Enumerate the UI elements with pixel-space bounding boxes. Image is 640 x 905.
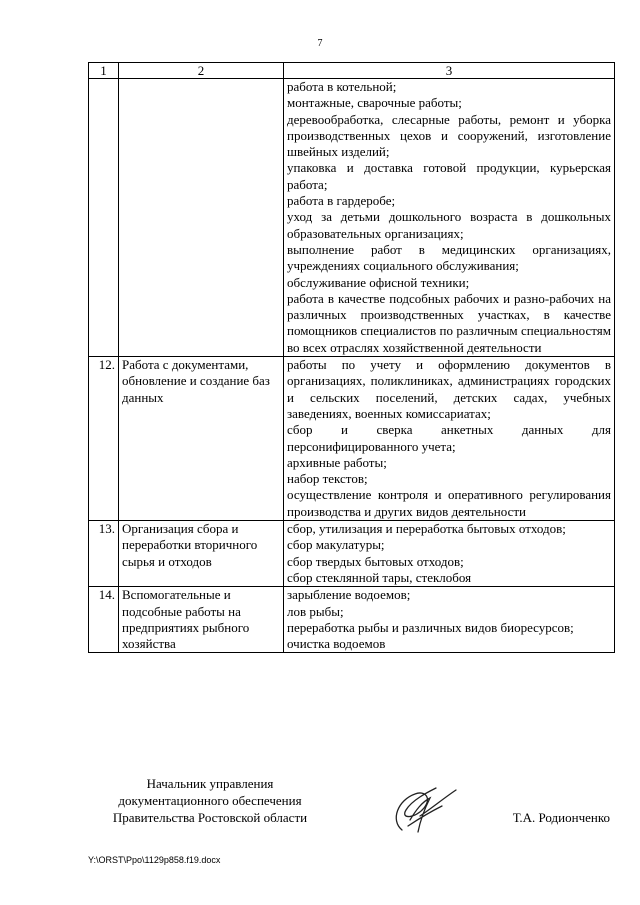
table-row bbox=[89, 79, 615, 357]
table-row bbox=[89, 587, 615, 653]
row-number bbox=[89, 79, 119, 357]
column-header: 2 bbox=[119, 63, 284, 79]
handwritten-signature bbox=[380, 780, 460, 840]
signatory-title-line: Начальник управления bbox=[146, 776, 274, 791]
row-number: 14. bbox=[89, 587, 119, 653]
file-path: Y:\ORST\Ppo\1129p858.f19.docx bbox=[88, 855, 221, 865]
work-item: монтажные, сварочные работы; bbox=[287, 95, 462, 111]
work-item: сбор, утилизация и переработка бытовых отходов; bbox=[287, 521, 566, 537]
work-item: зарыбление водоемов; bbox=[287, 587, 411, 603]
work-item: сбор стеклянной тары, стеклобоя bbox=[287, 569, 472, 585]
table-header-row bbox=[89, 63, 615, 79]
work-type: Организация сбора и переработки вторичного сырья и отходов bbox=[119, 521, 284, 587]
works-list bbox=[284, 521, 615, 587]
row-number: 13. bbox=[89, 521, 119, 587]
work-item: работы по учету и оформлению документов в организациях, поликлиниках, администрациях городских и сельских поселений, детских садах, учебных заведениях, военных комиссариатах; bbox=[287, 357, 611, 421]
signatory-title bbox=[90, 775, 330, 826]
page-number: 7 bbox=[317, 38, 323, 49]
work-item: осуществление контроля и оперативного регулирования производства и других видов деятельности bbox=[287, 487, 611, 519]
works-list bbox=[284, 587, 615, 653]
work-item: архивные работы; bbox=[287, 454, 387, 470]
work-item: очистка водоемов bbox=[287, 636, 386, 652]
row-number: 12. bbox=[89, 357, 119, 521]
work-item: работа в котельной; bbox=[287, 79, 397, 94]
column-header: 3 bbox=[284, 63, 615, 79]
work-item: сбор твердых бытовых отходов; bbox=[287, 553, 464, 569]
work-item: сбор макулатуры; bbox=[287, 537, 385, 553]
work-type bbox=[119, 79, 284, 357]
work-item: обслуживание офисной техники; bbox=[287, 274, 470, 290]
work-type: Работа с документами, обновление и создание баз данных bbox=[119, 357, 284, 521]
work-item: выполнение работ в медицинских организациях, учреждениях социального обслуживания; bbox=[287, 241, 611, 274]
signatory-title-line: Правительства Ростовской области bbox=[112, 810, 308, 825]
works-table bbox=[88, 62, 615, 653]
work-item: сбор и сверка анкетных данных для персонифицированного учета; bbox=[287, 422, 611, 454]
table-row bbox=[89, 521, 615, 587]
work-item: уход за детьми дошкольного возраста в дошкольных образовательных организациях; bbox=[287, 209, 611, 241]
work-item: работа в гардеробе; bbox=[287, 193, 396, 209]
signatory-title-line: документационного обеспечения bbox=[118, 793, 302, 808]
work-item: деревообработка, слесарные работы, ремонт и уборка производственных цехов и сооружений, изготовление швейных изделий; bbox=[287, 111, 611, 160]
work-item: лов рыбы; bbox=[287, 603, 344, 619]
column-header: 1 bbox=[89, 63, 119, 79]
work-item: работа в качестве подсобных рабочих и разно-рабочих на различных производственных участках, в качестве помощников специалистов по различным специальностям во всех отраслях хозяйственной деятельности bbox=[287, 290, 611, 355]
work-item: упаковка и доставка готовой продукции, курьерская работа; bbox=[287, 160, 611, 192]
works-list bbox=[284, 79, 615, 357]
work-item: переработка рыбы и различных видов биоресурсов; bbox=[287, 619, 574, 635]
works-list bbox=[284, 357, 615, 521]
work-type: Вспомогательные и подсобные работы на предприятиях рыбного хозяйства bbox=[119, 587, 284, 653]
signatory-name: Т.А. Родионченко bbox=[512, 810, 610, 825]
work-item: набор текстов; bbox=[287, 471, 368, 487]
table-row bbox=[89, 357, 615, 521]
